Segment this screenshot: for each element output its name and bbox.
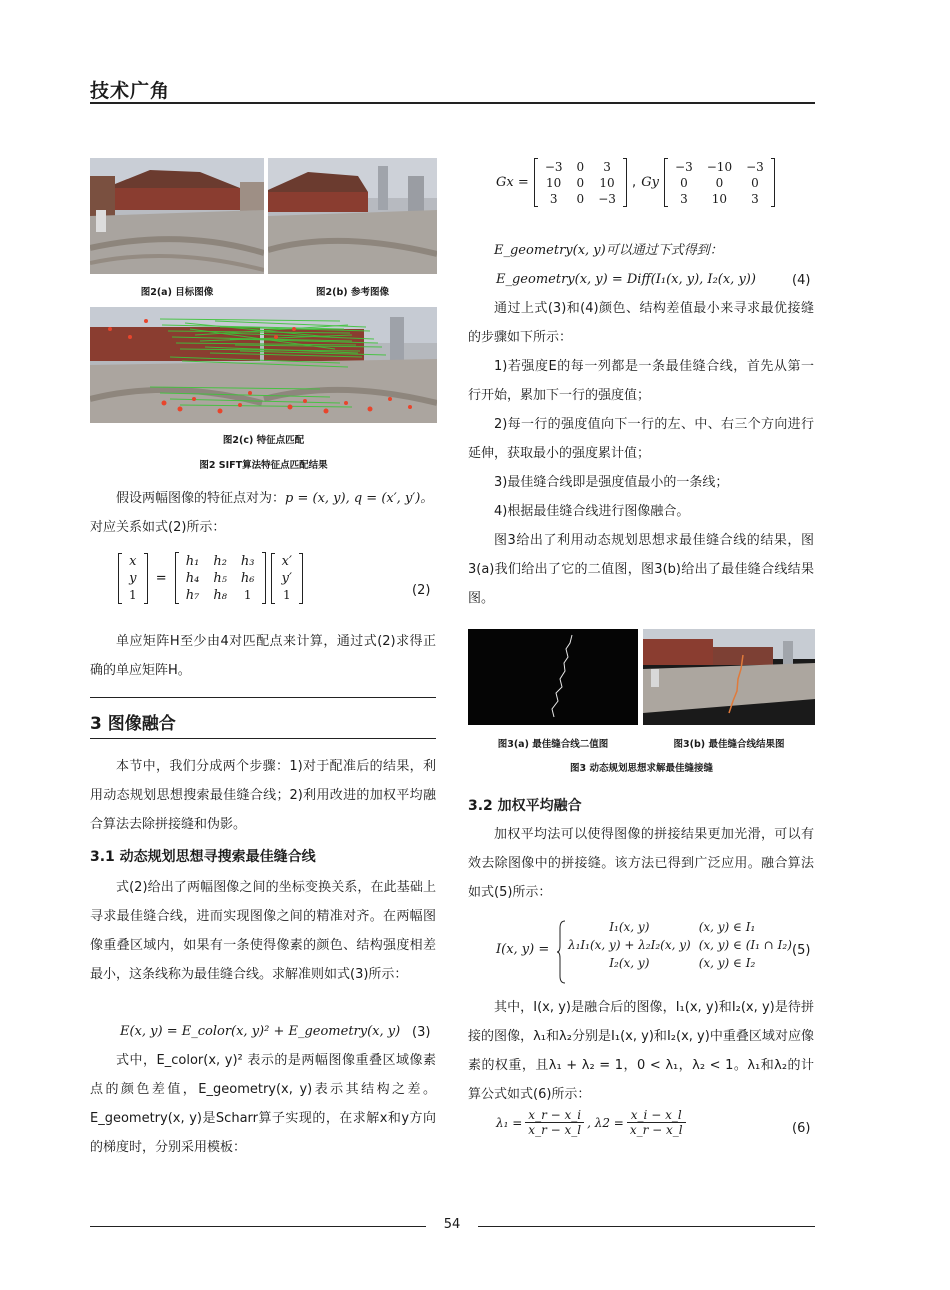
eq2-vec1-1: 1 [129,588,137,602]
eq6-num1: x_r − x_i [528,1108,582,1122]
paragraph-figure-3: 图3给出了利用动态规划思想求最佳缝合线的结果，图3(a)我们给出了它的二值图，图3(b)给出了最佳缝合线结果图。 [468,533,814,606]
eq5-case1-cond: (x, y) ∈ I₁ [698,920,756,934]
eq2-h4: h₄ [185,570,200,586]
equation-4: E_geometry(x, y) = Diff(I₁(x, y), I₂(x, y)) [496,272,756,287]
gx-r1c2: 0 [576,159,585,174]
gy-r3c1: 3 [680,191,688,206]
paragraph-steps-intro: 通过上式(3)和(4)颜色、结构差值最小来寻求最优接缝的步骤如下所示： [468,301,814,345]
eq6-den2: x_r − x_l [627,1122,686,1137]
gx-r3c3: −3 [598,191,616,206]
footer-rule-left [90,1226,426,1227]
eq2-h2: h₂ [213,553,227,569]
section-3-1-heading: 3.1 动态规划思想寻搜索最佳缝合线 [90,849,316,865]
paragraph-color-geometry: 式中，E_color(x, y)² 表示的是两幅图像重叠区域像素点的颜色差值，E_geometry(x, y)表示其结构之差。E_geometry(x, y)是Scharr算子实现的，在求解x和y方向的梯度时，分别采用模板： [90,1053,436,1155]
figure-2c-caption: 图2(c) 特征点匹配 [222,435,305,446]
feature-point-text: 假设两幅图像的特征点对为： [116,491,286,506]
eq6-lambda1: λ₁ = [496,1115,523,1130]
eq2-h6: h₆ [240,570,255,586]
figure-2c-feature-matching [90,307,437,423]
equation-6-number: (6) [792,1121,811,1136]
gy-r1c3: −3 [746,159,764,174]
gx-r1c3: 3 [603,159,611,174]
paragraph-weighted-average: 加权平均法可以使得图像的拼接结果更加光滑，可以有效去除图像中的拼接缝。该方法已得到广泛应用。融合算法如式(5)所示： [468,827,814,900]
section-3-2-heading: 3.2 加权平均融合 [468,798,582,814]
relation-text: 对应关系如式(2)所示： [90,520,226,535]
figure-2a-target-image [90,158,264,274]
eq2-vec1-x: x [129,554,137,569]
gy-r2c1: 0 [680,175,688,190]
eq2-h5: h₅ [213,570,227,586]
geometry-def-text: E_geometry(x, y)可以通过下式得到： [494,243,723,258]
eq5-lhs: I(x, y) = [496,942,550,957]
equation-2: x y 1 = h₁ h₂ h₃ h₄ h₅ h₆ h₇ h₈ 1 x′ y′ 1 [118,552,303,604]
figure-3b-caption: 图3(b) 最佳缝合线结果图 [673,739,785,750]
step-1: 1)若强度E的每一列都是一条最佳缝合线，首先从第一行开始，累加下一行的强度值； [468,359,814,403]
equation-3: E(x, y) = E_color(x, y)² + E_geometry(x, y) [120,1024,401,1039]
feature-point-math: p = (x, y), q = (x′, y′)。 [285,491,434,506]
eq5-case2-cond: (x, y) ∈ (I₁ ∩ I₂) [698,938,792,952]
footer-rule-right [478,1226,815,1227]
eq6-num2: x_i − x_l [630,1108,682,1122]
equation-3-number: (3) [412,1025,431,1040]
section-3-top-rule [90,697,436,698]
figure-2-caption: 图2 SIFT算法特征点匹配结果 [199,460,328,471]
paragraph-seam-line: 式(2)给出了两幅图像之间的坐标变换关系，在此基础上寻求最佳缝合线，进而实现图像之间的精准对齐。在两幅图像重叠区域内，如果有一条使得像素的颜色、结构强度相差最小，这条线称为最佳缝合线。求解准则如式(3)所示： [90,880,436,982]
gx-r2c3: 10 [599,175,615,190]
journal-section-title: 技术广角 [90,80,171,102]
gy-r3c2: 10 [711,191,728,206]
eq2-vec1-y: y [129,571,137,586]
eq2-h9: 1 [243,588,252,602]
figure-3-caption: 图3 动态规划思想求解最佳缝接缝 [570,763,713,774]
eq6-den1: x_r − x_l [525,1122,584,1137]
left-column-text [90,484,436,542]
gy-r1c1: −3 [675,159,693,174]
step-4: 4)根据最佳缝合线进行图像融合。 [494,504,690,519]
gy-label: Gy [641,175,659,190]
eq2-vec2-y: y′ [281,571,292,586]
gx-label: Gx = [496,175,529,190]
paragraph-geometry-def [468,236,814,265]
gy-r1c2: −10 [706,159,733,174]
equation-6 [496,1108,686,1137]
gx-r3c2: 0 [576,191,585,206]
eq2-vec2-1: 1 [282,588,291,602]
eq2-h7: h₇ [185,587,200,603]
gx-r1c1: −3 [544,159,563,174]
eq2-h1: h₁ [185,553,200,569]
step-3: 3)最佳缝合线即是强度值最小的一条线； [494,475,729,490]
gy-r2c3: 0 [751,175,759,190]
eq5-case2-value: λ₁I₁(x, y) + λ₂I₂(x, y) [568,938,691,952]
figure-3b-seam-result [643,629,815,725]
equation-4-number: (4) [792,273,811,288]
gy-r3c3: 3 [751,191,759,206]
page-number: 54 [443,1217,461,1232]
figure-2a-caption: 图2(a) 目标图像 [140,287,214,298]
eq5-case1-value: I₁(x, y) [609,920,650,934]
paragraph-feature-points [90,484,436,542]
section-3-bottom-rule [90,738,436,739]
scharr-kernels: Gx = −3 0 3 10 0 10 3 0 −3 , Gy −3 −10 −3 0 0 0 3 10 3 [496,158,775,207]
eq2-vec2-x: x′ [281,554,292,569]
gy-r2c2: 0 [715,175,724,190]
eq5-case3-cond: (x, y) ∈ I₂ [698,956,756,970]
eq2-h3: h₃ [240,553,255,569]
paragraph-homography: 单应矩阵H至少由4对匹配点来计算，通过式(2)求得正确的单应矩阵H。 [90,634,436,678]
figure-3a-binary-seam [468,629,638,725]
gx-r3c1: 3 [549,191,558,206]
section-3-heading: 3 图像融合 [90,714,176,734]
figure-2b-caption: 图2(b) 参考图像 [316,287,389,298]
eq2-h8: h₈ [213,587,227,603]
equation-2-number: (2) [412,583,431,598]
header-rule [90,102,815,104]
figure-3a-caption: 图3(a) 最佳缝合线二值图 [497,739,609,750]
gx-r2c2: 0 [576,175,585,190]
step-2: 2)每一行的强度值向下一行的左、中、右三个方向进行延伸，获取最小的强度累计值； [468,417,814,461]
paragraph-weights: 其中，I(x, y)是融合后的图像，I₁(x, y)和I₂(x, y)是待拼接的图像，λ₁和λ₂分别是I₁(x, y)和I₂(x, y)中重叠区域对应像素的权重，且λ₁ + λ₂ = 1，0 < λ₁，λ₂ < 1。λ₁和λ₂的计算公式如式(6)所示： [468,1000,814,1102]
paragraph-section-3-intro: 本节中，我们分成两个步骤：1)对于配准后的结果，利用动态规划思想搜索最佳缝合线；2)利用改进的加权平均融合算法去除拼接缝和伪影。 [90,759,436,832]
eq6-lambda2: , λ2 = [587,1115,624,1130]
figure-2b-reference-image [268,158,437,274]
gx-r2c1: 10 [546,175,562,190]
equation-5-number: (5) [792,943,811,958]
eq5-case3-value: I₂(x, y) [609,956,650,970]
